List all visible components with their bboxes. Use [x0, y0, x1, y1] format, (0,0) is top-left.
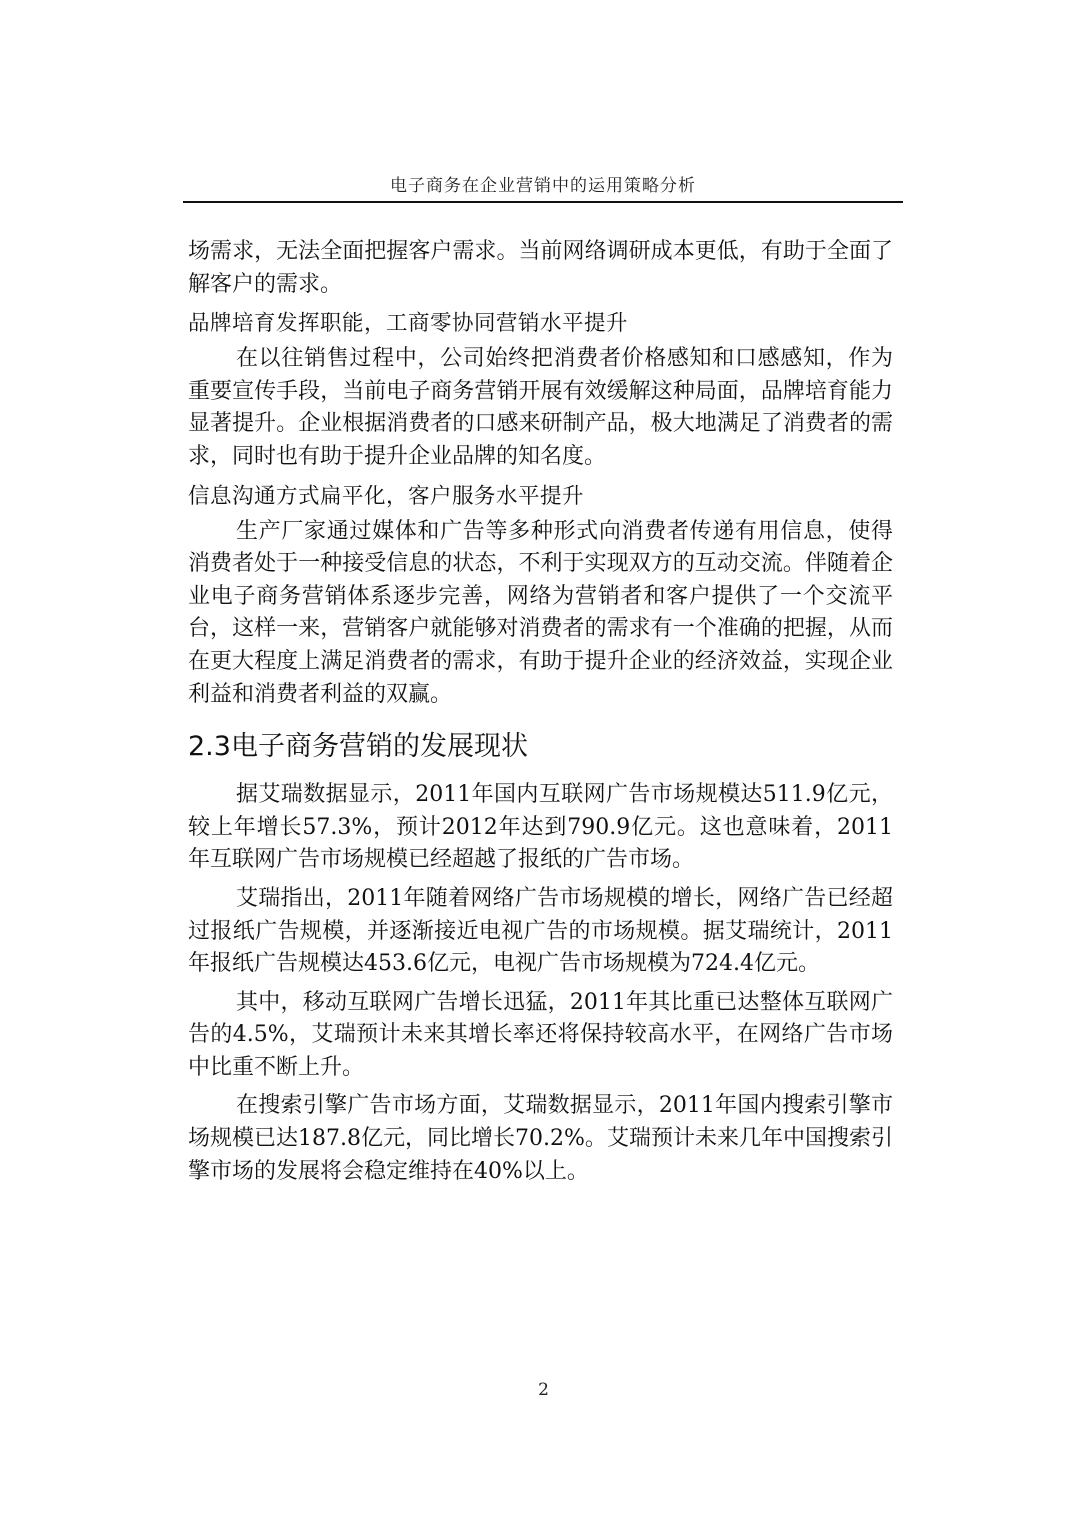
paragraph-search-engine: 在搜索引擎广告市场方面，艾瑞数据显示，2011年国内搜索引擎市场规模已达187.8亿元，同比增长70.2%。艾瑞预计未来几年中国搜索引擎市场的发展将会稳定维持在40%以上。 — [188, 1093, 893, 1184]
section-title: 2.3电子商务营销的发展现状 — [188, 731, 528, 763]
header-divider — [183, 201, 903, 203]
paragraph-mobile: 其中，移动互联网广告增长迅猛，2011年其比重已达整体互联网广告的4.5%，艾瑞预计未来其增长率还将保持较高水平，在网络广告市场中比重不断上升。 — [188, 989, 893, 1080]
page-number: 2 — [538, 1380, 549, 1400]
paragraph-continued: 场需求，无法全面把握客户需求。当前网络调研成本更低，有助于全面了解客户的需求。 — [188, 239, 893, 297]
paragraph-brand: 在以往销售过程中，公司始终把消费者价格感知和口感感知，作为重要宣传手段，当前电子商务营销开展有效缓解这种局面，品牌培育能力显著提升。企业根据消费者的口感来研制产品，极大地满足了消费者的需求，同时也有助于提升企业品牌的知名度。 — [188, 346, 893, 469]
subheading-communication: 信息沟通方式扁平化，客户服务水平提升 — [188, 483, 585, 509]
paragraph-communication: 生产厂家通过媒体和广告等多种形式向消费者传递有用信息，使得消费者处于一种接受信息的状态，不利于实现双方的互动交流。伴随着企业电子商务营销体系逐步完善，网络为营销者和客户提供了一个交流平台，这样一来，营销客户就能够对消费者的需求有一个准确的把握，从而在更大程度上满足消费者的需求，有助于提升企业的经济效益，实现企业利益和消费者利益的双赢。 — [188, 518, 893, 707]
subheading-brand: 品牌培育发挥职能，工商零协同营销水平提升 — [188, 311, 629, 337]
running-header: 电子商务在企业营销中的运用策略分析 — [390, 176, 696, 196]
page-body — [188, 236, 893, 1188]
paragraph-ad-market: 据艾瑞数据显示，2011年国内互联网广告市场规模达511.9亿元，较上年增长57.3%，预计2012年达到790.9亿元。这也意味着，2011年互联网广告市场规模已经超越了报纸的广告市场。 — [188, 782, 893, 873]
paragraph-newspaper-tv: 艾瑞指出，2011年随着网络广告市场规模的增长，网络广告已经超过报纸广告规模，并逐渐接近电视广告的市场规模。据艾瑞统计，2011年报纸广告规模达453.6亿元，电视广告市场规模为724.4亿元。 — [188, 885, 893, 977]
